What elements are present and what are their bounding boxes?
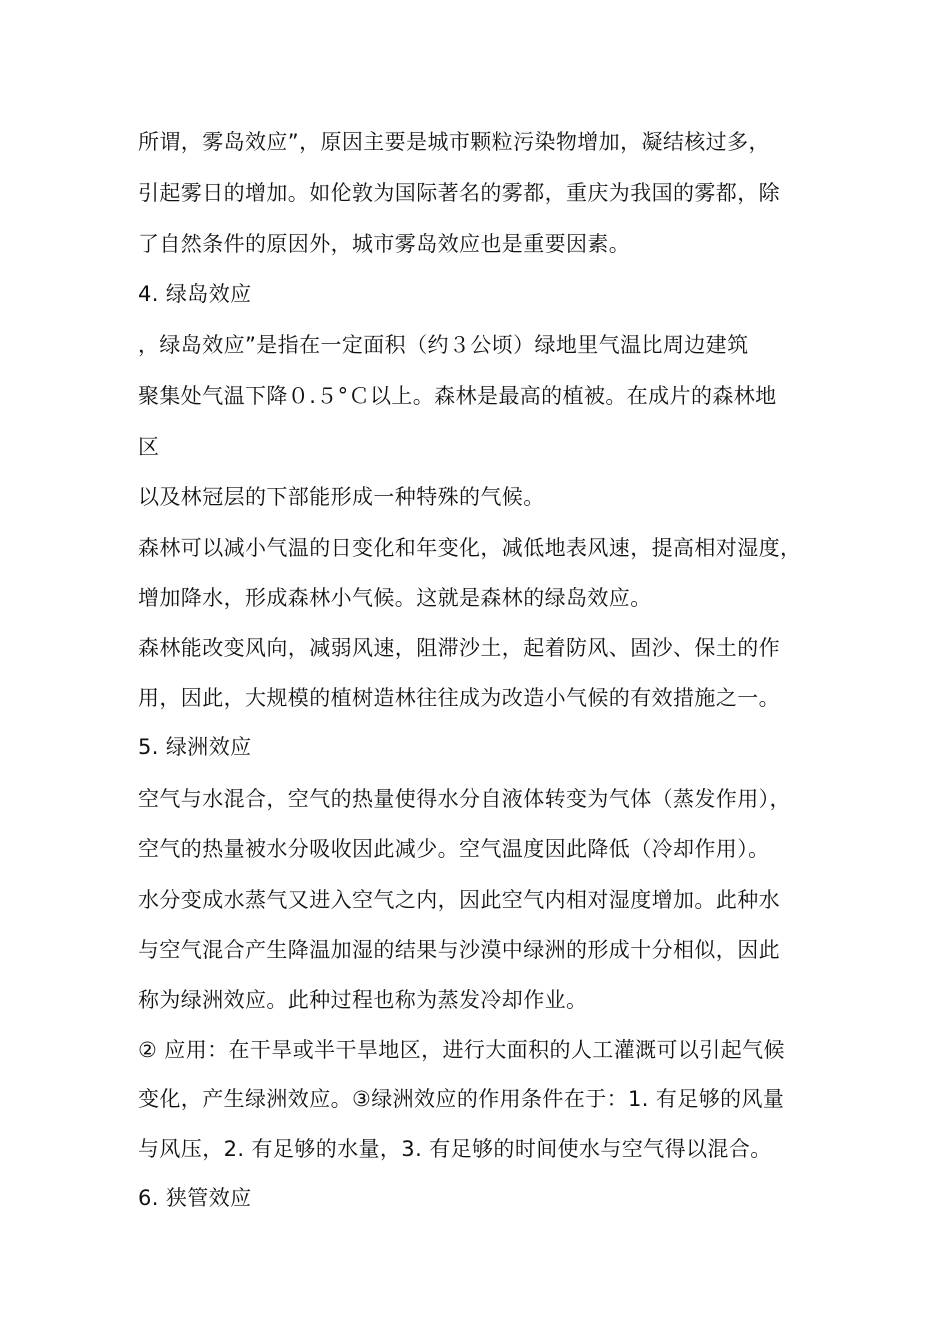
text-line: 以及林冠层的下部能形成一种特殊的气候。 [138, 485, 545, 509]
text-line: ② 应用：在干旱或半干旱地区，进行大面积的人工灌溉可以引起气候 [138, 1038, 785, 1062]
text-line: 变化，产生绿洲效应。③绿洲效应的作用条件在于：1. 有足够的风量 [138, 1087, 785, 1111]
text-line: 森林能改变风向，减弱风速，阻滞沙土，起着防风、固沙、保土的作 [138, 636, 780, 660]
text-line: 与风压，2. 有足够的水量，3. 有足够的时间使水与空气得以混合。 [138, 1137, 772, 1161]
text-line: 聚集处气温下降０.５°Ｃ以上。森林是最高的植被。在成片的森林地 [138, 384, 777, 408]
text-line: 了自然条件的原因外，城市雾岛效应也是重要因素。 [138, 232, 631, 256]
text-line: 增加降水，形成森林小气候。这就是森林的绿岛效应。 [138, 586, 652, 610]
text-line: 空气与水混合，空气的热量使得水分自液体转变为气体（蒸发作用）， [138, 787, 791, 811]
text-line: 所谓，雾岛效应”，原因主要是城市颗粒污染物增加，凝结核过多， [138, 130, 770, 154]
text-line: 区 [138, 435, 160, 459]
section-heading: 6. 狭管效应 [138, 1186, 252, 1210]
text-line: ，绿岛效应”是指在一定面积（约３公顷）绿地里气温比周边建筑 [138, 333, 749, 357]
text-line: 森林可以减小气温的日变化和年变化，减低地表风速，提高相对湿度， [138, 536, 802, 560]
text-line: 水分变成水蒸气又进入空气之内，因此空气内相对湿度增加。此种水 [138, 888, 780, 912]
text-line: 称为绿洲效应。此种过程也称为蒸发冷却作业。 [138, 988, 588, 1012]
text-line: 空气的热量被水分吸收因此减少。空气温度因此降低（冷却作用）。 [138, 837, 770, 861]
text-line: 引起雾日的增加。如伦敦为国际著名的雾都，重庆为我国的雾都，除 [138, 181, 780, 205]
text-line: 用，因此，大规模的植树造林往往成为改造小气候的有效措施之一。 [138, 686, 780, 710]
section-heading: 5. 绿洲效应 [138, 735, 252, 759]
section-heading: 4. 绿岛效应 [138, 282, 252, 306]
text-line: 与空气混合产生降温加湿的结果与沙漠中绿洲的形成十分相似，因此 [138, 938, 780, 962]
